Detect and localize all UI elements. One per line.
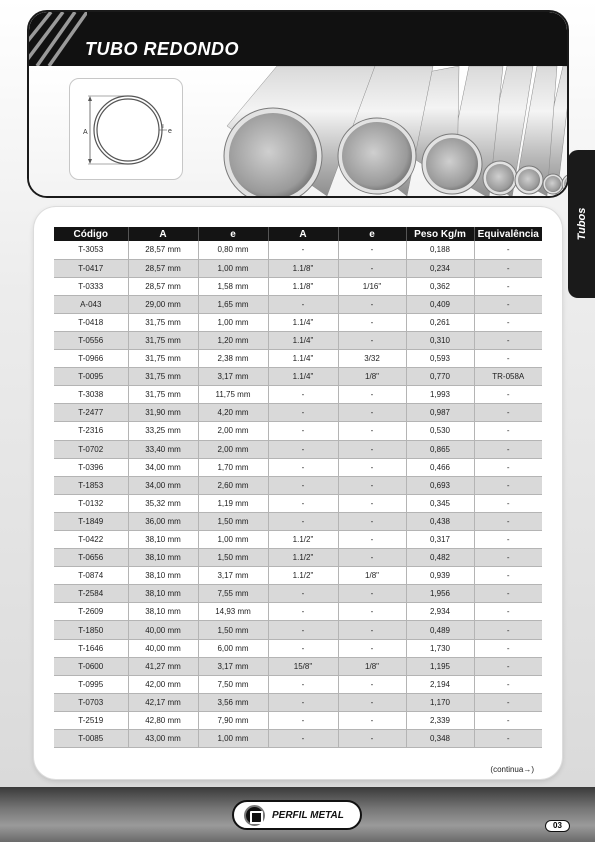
cell-codigo: T-0874 [54,567,128,585]
cell-a-inch: - [268,386,338,404]
cell-peso: 0,261 [406,313,474,331]
cell-e-mm: 1,65 mm [198,295,268,313]
cell-codigo: T-2316 [54,422,128,440]
cell-peso: 0,409 [406,295,474,313]
cell-e-mm: 2,00 mm [198,422,268,440]
cell-a-inch: - [268,621,338,639]
cell-peso: 0,593 [406,350,474,368]
cell-codigo: T-1853 [54,476,128,494]
cell-e-inch: - [338,730,406,748]
cell-e-inch: - [338,675,406,693]
cell-equivalencia: - [474,295,542,313]
table-row [54,241,542,259]
cell-e-mm: 3,56 mm [198,693,268,711]
cell-a-inch: - [268,404,338,422]
cell-a-mm: 38,10 mm [128,531,198,549]
side-tab-label: Tubos [575,207,588,241]
table-row [54,585,542,603]
cell-a-inch: 1.1/2" [268,531,338,549]
cell-peso: 0,317 [406,531,474,549]
table-row [54,386,542,404]
cell-codigo: T-0995 [54,675,128,693]
cell-e-inch: - [338,603,406,621]
cell-a-inch: - [268,711,338,729]
cell-e-mm: 3,17 mm [198,657,268,675]
cell-a-inch: - [268,730,338,748]
cell-e-inch: - [338,422,406,440]
cell-codigo: T-0600 [54,657,128,675]
cell-a-inch: - [268,295,338,313]
table-row [54,404,542,422]
brand-name: PERFIL METAL [272,810,344,821]
cell-equivalencia: - [474,458,542,476]
cell-a-mm: 36,00 mm [128,512,198,530]
cell-equivalencia: - [474,440,542,458]
cell-e-inch: - [338,549,406,567]
tubes-illustration [207,66,569,198]
cell-a-inch: - [268,512,338,530]
cell-a-inch: - [268,494,338,512]
cell-e-inch: - [338,295,406,313]
table-row [54,277,542,295]
cell-a-inch: - [268,440,338,458]
cell-e-inch: - [338,440,406,458]
cell-a-inch: 1.1/2" [268,567,338,585]
cell-equivalencia: - [474,350,542,368]
cell-peso: 0,466 [406,458,474,476]
cell-peso: 0,310 [406,331,474,349]
cell-e-mm: 1,00 mm [198,259,268,277]
cell-a-mm: 31,75 mm [128,331,198,349]
cell-e-mm: 1,19 mm [198,494,268,512]
cell-peso: 0,770 [406,368,474,386]
cell-a-inch: - [268,422,338,440]
cell-codigo: T-0085 [54,730,128,748]
cell-a-mm: 31,75 mm [128,313,198,331]
cell-codigo: T-0396 [54,458,128,476]
cell-equivalencia: - [474,494,542,512]
decorative-stripes [29,12,87,66]
cell-e-inch: - [338,512,406,530]
col-header-equivalencia: Equivalência [474,227,542,241]
cell-e-mm: 0,80 mm [198,241,268,259]
cell-e-inch: - [338,476,406,494]
cell-e-mm: 14,93 mm [198,603,268,621]
cell-a-mm: 28,57 mm [128,241,198,259]
cell-e-inch: - [338,531,406,549]
cell-equivalencia: - [474,331,542,349]
cell-a-mm: 38,10 mm [128,549,198,567]
cell-e-mm: 3,17 mm [198,368,268,386]
table-row [54,657,542,675]
cell-equivalencia: - [474,241,542,259]
cell-a-inch: 1.1/4" [268,331,338,349]
cell-peso: 2,339 [406,711,474,729]
table-body [54,241,542,748]
header-card [27,10,569,198]
page-title: TUBO REDONDO [85,39,239,59]
cell-a-mm: 28,57 mm [128,277,198,295]
table-row [54,458,542,476]
cell-a-mm: 31,75 mm [128,350,198,368]
cell-equivalencia: - [474,259,542,277]
cell-equivalencia: - [474,313,542,331]
table-row [54,350,542,368]
cell-a-inch: 1.1/2" [268,549,338,567]
cell-peso: 1,170 [406,693,474,711]
cell-e-mm: 1,00 mm [198,531,268,549]
cell-e-inch: - [338,458,406,476]
cell-codigo: T-2477 [54,404,128,422]
cell-a-inch: - [268,675,338,693]
product-photo-area [29,66,567,198]
cell-e-mm: 2,60 mm [198,476,268,494]
table-row [54,331,542,349]
cell-codigo: A-043 [54,295,128,313]
cell-equivalencia: - [474,567,542,585]
cell-a-inch: 1.1/8" [268,277,338,295]
cell-a-mm: 38,10 mm [128,585,198,603]
cell-e-mm: 6,00 mm [198,639,268,657]
cell-a-mm: 33,40 mm [128,440,198,458]
cell-equivalencia: - [474,512,542,530]
cell-a-mm: 35,32 mm [128,494,198,512]
cell-e-inch: 1/8" [338,567,406,585]
table-row [54,295,542,313]
cell-a-mm: 42,80 mm [128,711,198,729]
col-header-codigo: Código [54,227,128,241]
col-header-a-mm: A [128,227,198,241]
cell-e-mm: 1,50 mm [198,621,268,639]
spec-table [54,227,542,748]
cell-equivalencia: - [474,277,542,295]
cell-a-mm: 40,00 mm [128,639,198,657]
page-number: 03 [545,820,570,832]
cell-a-mm: 40,00 mm [128,621,198,639]
cell-e-inch: - [338,693,406,711]
cell-peso: 1,993 [406,386,474,404]
cell-codigo: T-2519 [54,711,128,729]
cell-equivalencia: TR-058A [474,368,542,386]
cell-e-inch: - [338,241,406,259]
tube-section-diagram [69,78,183,180]
cell-equivalencia: - [474,585,542,603]
cell-e-mm: 7,90 mm [198,711,268,729]
cell-e-inch: 1/8" [338,368,406,386]
cell-a-inch: 1.1/4" [268,313,338,331]
cell-peso: 0,234 [406,259,474,277]
cell-codigo: T-0095 [54,368,128,386]
table-row [54,440,542,458]
table-row [54,476,542,494]
col-header-peso: Peso Kg/m [406,227,474,241]
side-tab-tubos [568,150,595,298]
cell-a-inch: - [268,241,338,259]
cell-codigo: T-0132 [54,494,128,512]
cell-e-inch: - [338,313,406,331]
cell-codigo: T-1850 [54,621,128,639]
cell-equivalencia: - [474,603,542,621]
cell-a-mm: 31,75 mm [128,386,198,404]
table-row [54,512,542,530]
brand-mark-icon [244,805,265,826]
continued-note: (continua→) [490,765,534,774]
cell-codigo: T-3038 [54,386,128,404]
cell-e-mm: 7,50 mm [198,675,268,693]
col-header-e-mm: e [198,227,268,241]
cell-a-mm: 31,90 mm [128,404,198,422]
cell-a-inch: - [268,603,338,621]
cell-peso: 0,693 [406,476,474,494]
cell-e-inch: - [338,494,406,512]
cell-codigo: T-0656 [54,549,128,567]
table-row [54,621,542,639]
brand-logo [232,800,362,830]
cell-a-inch: - [268,639,338,657]
cell-a-inch: 1.1/4" [268,368,338,386]
table-card [34,207,562,779]
cell-peso: 0,865 [406,440,474,458]
cell-a-inch: 15/8" [268,657,338,675]
cell-equivalencia: - [474,639,542,657]
cell-codigo: T-2609 [54,603,128,621]
cell-equivalencia: - [474,476,542,494]
table-row [54,422,542,440]
table-row [54,313,542,331]
table-row [54,549,542,567]
table-row [54,567,542,585]
table-header-row [54,227,542,241]
cell-e-mm: 7,55 mm [198,585,268,603]
cell-equivalencia: - [474,693,542,711]
cell-peso: 0,362 [406,277,474,295]
cell-equivalencia: - [474,422,542,440]
cell-e-mm: 1,20 mm [198,331,268,349]
cell-e-mm: 4,20 mm [198,404,268,422]
cell-equivalencia: - [474,404,542,422]
cell-codigo: T-0703 [54,693,128,711]
cell-peso: 1,730 [406,639,474,657]
cell-a-inch: - [268,458,338,476]
table-row [54,693,542,711]
cell-codigo: T-0422 [54,531,128,549]
title-bar [29,12,567,66]
cell-a-inch: - [268,585,338,603]
table-row [54,603,542,621]
cell-a-inch: - [268,476,338,494]
col-header-a-inch: A [268,227,338,241]
cell-codigo: T-0333 [54,277,128,295]
cell-a-mm: 43,00 mm [128,730,198,748]
cell-a-mm: 42,17 mm [128,693,198,711]
cell-codigo: T-0702 [54,440,128,458]
cell-equivalencia: - [474,657,542,675]
cell-e-mm: 1,00 mm [198,730,268,748]
cell-peso: 0,438 [406,512,474,530]
cell-e-inch: - [338,331,406,349]
cell-peso: 0,939 [406,567,474,585]
diagram-label-a: A [83,129,88,136]
cell-peso: 2,934 [406,603,474,621]
cell-e-inch: - [338,621,406,639]
cell-a-inch: 1.1/4" [268,350,338,368]
cell-peso: 0,482 [406,549,474,567]
cell-codigo: T-0966 [54,350,128,368]
cell-a-mm: 33,25 mm [128,422,198,440]
cell-e-inch: - [338,404,406,422]
cell-peso: 1,195 [406,657,474,675]
diagram-label-e: e [168,128,172,135]
cell-equivalencia: - [474,711,542,729]
cell-peso: 2,194 [406,675,474,693]
cell-peso: 1,956 [406,585,474,603]
cell-a-mm: 29,00 mm [128,295,198,313]
cell-e-inch: - [338,639,406,657]
table-row [54,675,542,693]
table-row [54,639,542,657]
table-row [54,711,542,729]
cell-equivalencia: - [474,730,542,748]
cell-codigo: T-0417 [54,259,128,277]
cell-a-mm: 28,57 mm [128,259,198,277]
cell-e-mm: 3,17 mm [198,567,268,585]
cell-e-inch: - [338,585,406,603]
cell-a-mm: 31,75 mm [128,368,198,386]
cell-codigo: T-0418 [54,313,128,331]
cell-peso: 0,188 [406,241,474,259]
cell-codigo: T-1646 [54,639,128,657]
cell-e-mm: 2,00 mm [198,440,268,458]
cell-a-mm: 41,27 mm [128,657,198,675]
table-row [54,494,542,512]
cell-equivalencia: - [474,621,542,639]
cell-codigo: T-1849 [54,512,128,530]
cell-e-mm: 1,70 mm [198,458,268,476]
cell-a-inch: 1.1/8" [268,259,338,277]
cell-equivalencia: - [474,675,542,693]
cell-e-mm: 1,50 mm [198,512,268,530]
cell-e-inch: - [338,711,406,729]
cell-a-mm: 38,10 mm [128,567,198,585]
cell-equivalencia: - [474,549,542,567]
cell-e-inch: 1/16" [338,277,406,295]
cell-peso: 0,530 [406,422,474,440]
cell-e-mm: 1,58 mm [198,277,268,295]
cell-e-mm: 1,50 mm [198,549,268,567]
cell-codigo: T-0556 [54,331,128,349]
col-header-e-inch: e [338,227,406,241]
cell-peso: 0,348 [406,730,474,748]
cell-e-inch: - [338,386,406,404]
cell-e-inch: - [338,259,406,277]
cell-e-mm: 1,00 mm [198,313,268,331]
cell-peso: 0,345 [406,494,474,512]
cell-a-mm: 38,10 mm [128,603,198,621]
cell-e-mm: 2,38 mm [198,350,268,368]
cell-peso: 0,987 [406,404,474,422]
cell-e-inch: 3/32 [338,350,406,368]
cell-peso: 0,489 [406,621,474,639]
table-row [54,368,542,386]
cell-a-mm: 42,00 mm [128,675,198,693]
cell-e-inch: 1/8" [338,657,406,675]
cell-e-mm: 11,75 mm [198,386,268,404]
cell-equivalencia: - [474,386,542,404]
cell-a-mm: 34,00 mm [128,458,198,476]
table-row [54,730,542,748]
cell-a-mm: 34,00 mm [128,476,198,494]
cell-a-inch: - [268,693,338,711]
table-row [54,259,542,277]
table-row [54,531,542,549]
cell-codigo: T-2584 [54,585,128,603]
cell-codigo: T-3053 [54,241,128,259]
cell-equivalencia: - [474,531,542,549]
